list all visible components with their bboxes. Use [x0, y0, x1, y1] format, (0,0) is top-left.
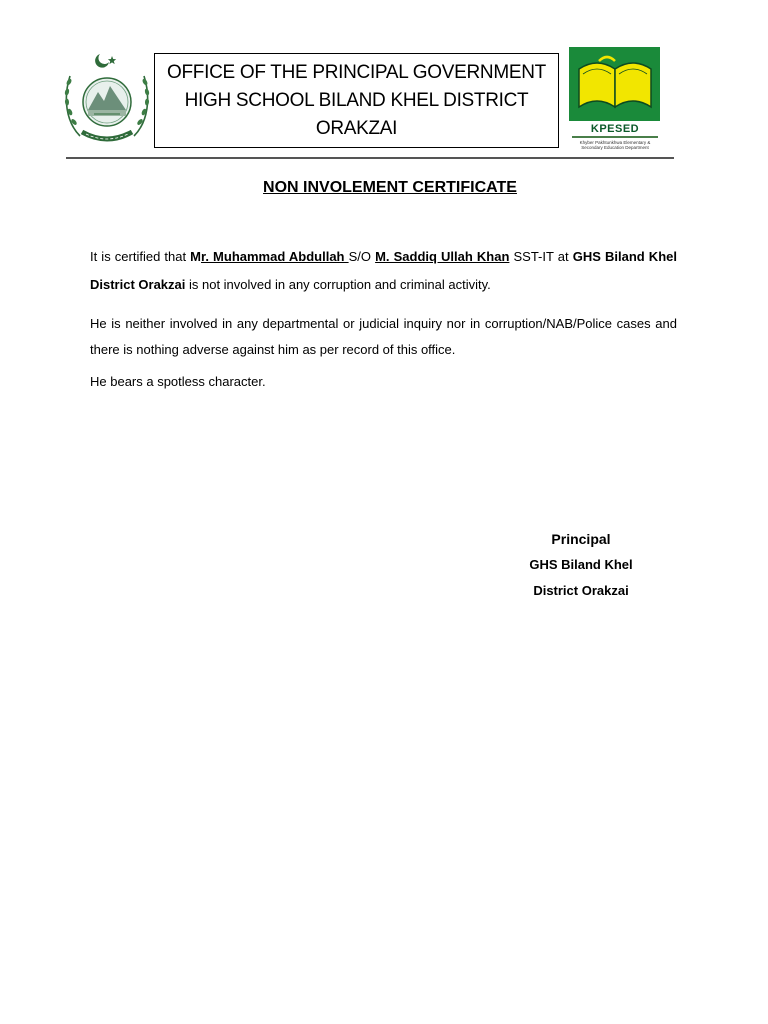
- character-paragraph: He bears a spotless character.: [90, 374, 266, 389]
- office-heading-line-2: HIGH SCHOOL BILAND KHEL DISTRICT: [184, 89, 529, 111]
- urdu-caption-decoration: [572, 136, 658, 138]
- certification-paragraph: It is certified that Mr. Muhammad Abdullah S/O M. Saddiq Ullah Khan SST-IT at GHS Biland Khel District Orakzai is not involved in any corruption and criminal activity.: [90, 249, 677, 292]
- header-divider: [66, 157, 674, 159]
- kpesed-subtitle: Khyber Pakhtunkhwa Elementary & Secondary Education Department: [579, 140, 651, 150]
- school-name: GHS Biland Khel District Orakzai: [90, 249, 677, 292]
- office-heading: [154, 53, 559, 148]
- open-book-icon: [569, 47, 660, 121]
- kpesed-logo: [568, 47, 662, 150]
- office-heading-line-1: OFFICE OF THE PRINCIPAL GOVERNMENT: [167, 61, 546, 83]
- father-name: M. Saddiq Ullah Khan: [375, 249, 510, 264]
- certificate-title: NON INVOLEMENT CERTIFICATE: [263, 179, 517, 196]
- signature-school: GHS Biland Khel: [529, 557, 633, 572]
- office-heading-line-3: ORAKZAI: [315, 117, 398, 139]
- kp-government-emblem-icon: [60, 46, 154, 146]
- employee-name: r. Muhammad Abdullah: [201, 249, 349, 264]
- signature-title: Principal: [551, 531, 611, 547]
- inquiry-paragraph: He is neither involved in any departmental or judicial inquiry nor in corruption/NAB/Police cases and there is nothing adverse against him as per record of this office.: [90, 316, 677, 357]
- kpesed-wordmark: KPESED: [590, 123, 640, 135]
- signature-district: District Orakzai: [533, 583, 629, 598]
